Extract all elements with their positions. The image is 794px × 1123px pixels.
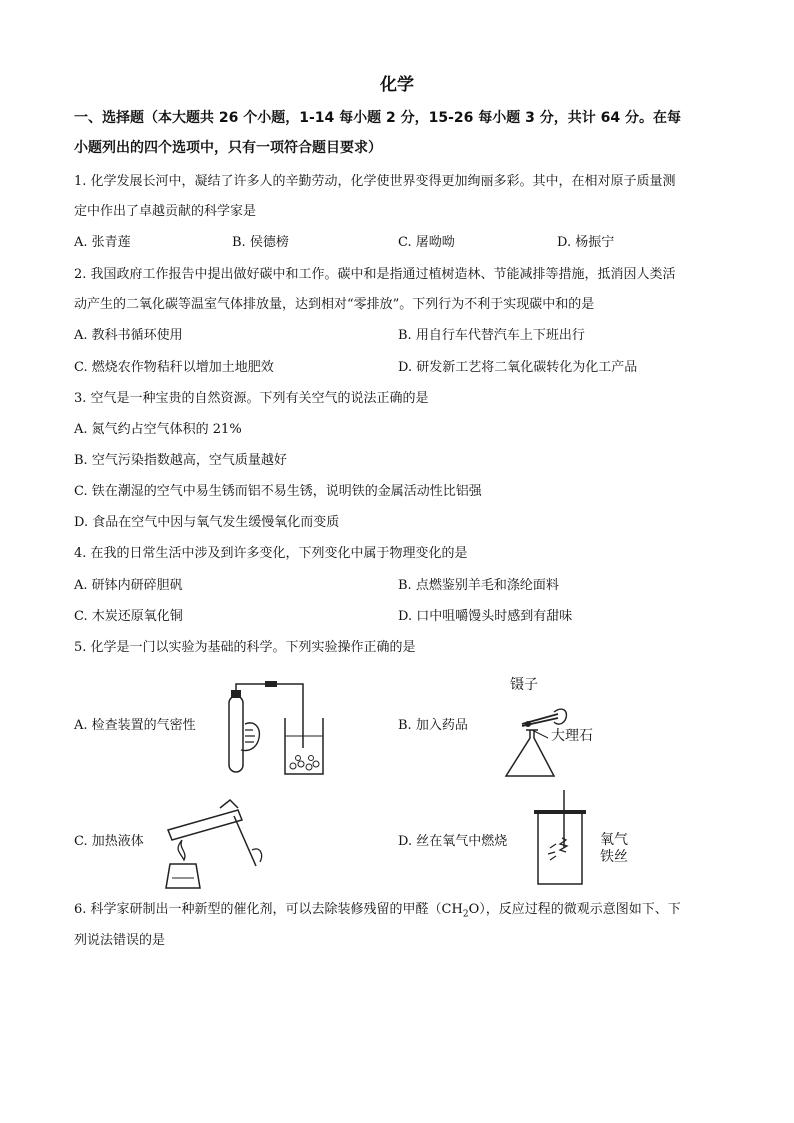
- q1-stem-line1: 1. 化学发展长河中，凝结了许多人的辛勤劳动，化学使世界变得更加绚丽多彩。其中，在相对原子质量测: [74, 174, 676, 189]
- q1-stem-line2: 定中作出了卓越贡献的科学家是: [74, 204, 257, 219]
- q5-option-a: A. 检查装置的气密性: [74, 718, 196, 733]
- q3-option-b: B. 空气污染指数越高，空气质量越好: [74, 453, 287, 468]
- q5-figure-d: [524, 788, 604, 888]
- q5-option-b: B. 加入药品: [398, 718, 468, 733]
- page-title: 化学: [380, 75, 414, 95]
- q2-option-c: C. 燃烧农作物秸秆以增加土地肥效: [74, 360, 274, 375]
- section-heading-line2: 小题列出的四个选项中，只有一项符合题目要求）: [74, 140, 382, 156]
- q4-option-b: B. 点燃鉴别羊毛和涤纶面料: [398, 578, 559, 593]
- q1-option-a: A. 张青莲: [74, 235, 131, 250]
- q4-option-c: C. 木炭还原氧化铜: [74, 609, 183, 624]
- q4-stem: 4. 在我的日常生活中涉及到许多变化，下列变化中属于物理变化的是: [74, 546, 468, 561]
- q5-figure-a: [205, 678, 335, 778]
- q4-option-d: D. 口中咀嚼馒头时感到有甜味: [398, 609, 573, 624]
- q3-option-c: C. 铁在潮湿的空气中易生锈而铝不易生锈，说明铁的金属活动性比铝强: [74, 484, 482, 499]
- q5-option-d: D. 丝在氧气中燃烧: [398, 834, 508, 849]
- q4-option-a: A. 研钵内研碎胆矾: [74, 578, 183, 593]
- q5-figure-c: [160, 790, 270, 890]
- q6-stem-line1: 6. 科学家研制出一种新型的催化剂，可以去除装修残留的甲醛$(CH_2O)$，反应过程的微观示意图如下、下: [74, 902, 681, 920]
- q3-stem: 3. 空气是一种宝贵的自然资源。下列有关空气的说法正确的是: [74, 391, 429, 406]
- q5-figure-b-label-marble: 大理石: [551, 728, 593, 744]
- q3-option-d: D. 食品在空气中因与氧气发生缓慢氧化而变质: [74, 515, 340, 530]
- q5-option-c: C. 加热液体: [74, 834, 144, 849]
- q1-option-d: D. 杨振宁: [557, 235, 615, 250]
- q5-figure-d-label-oxygen: 氧气: [600, 832, 628, 848]
- q2-option-b: B. 用自行车代替汽车上下班出行: [398, 328, 585, 343]
- q6-stem-line2: 列说法错误的是: [74, 933, 166, 948]
- q5-figure-b-label-tweezers: 镊子: [510, 677, 538, 693]
- section-heading-line1: 一、选择题（本大题共 26 个小题，1-14 每小题 2 分，15-26 每小题 3 分，共计 64 分。在每: [74, 110, 681, 126]
- q3-option-a: A. 氮气约占空气体积的 21%: [74, 422, 242, 437]
- q2-stem-line1: 2. 我国政府工作报告中提出做好碳中和工作。碳中和是指通过植树造林、节能减排等措施，抵消因人类活: [74, 267, 676, 282]
- q1-option-c: C. 屠呦呦: [398, 235, 455, 250]
- q5-figure-d-label-iron-wire: 铁丝: [600, 849, 628, 865]
- q2-option-d: D. 研发新工艺将二氧化碳转化为化工产品: [398, 360, 638, 375]
- q1-option-b: B. 侯德榜: [232, 235, 289, 250]
- q2-stem-line2: 动产生的二氧化碳等温室气体排放量，达到相对“零排放”。下列行为不利于实现碳中和的是: [74, 297, 595, 312]
- q5-stem: 5. 化学是一门以实验为基础的科学。下列实验操作正确的是: [74, 640, 416, 655]
- q2-option-a: A. 教科书循环使用: [74, 328, 183, 343]
